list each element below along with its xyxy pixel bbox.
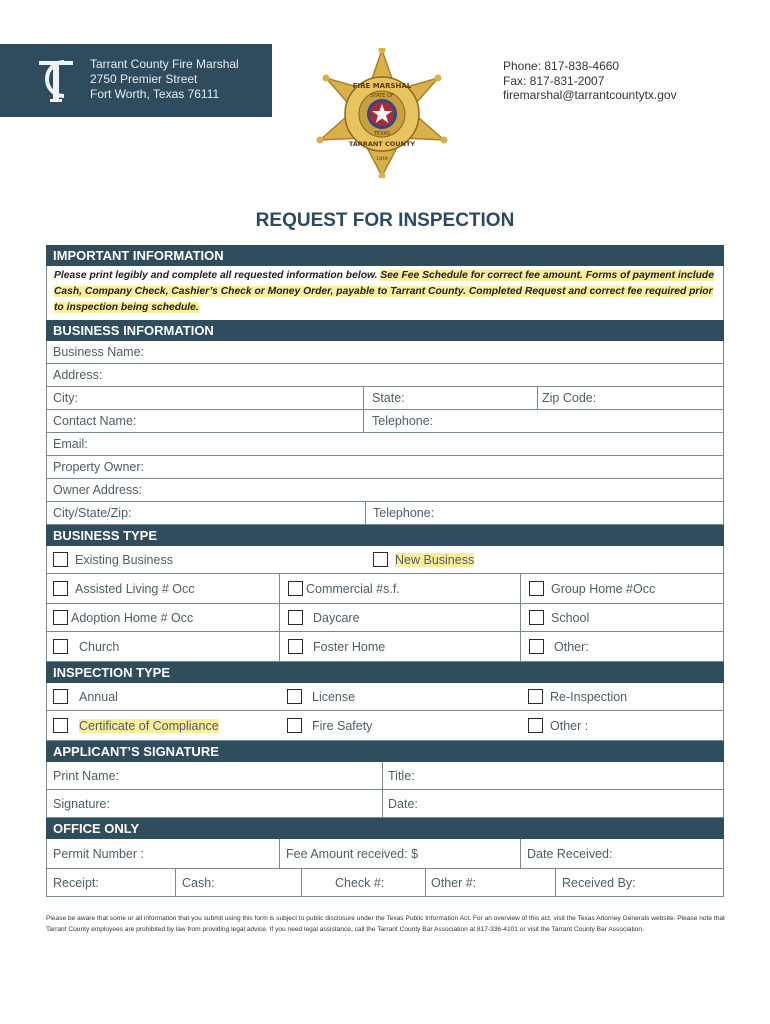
church-label: Church [79,639,120,654]
owner-telephone-label: Telephone: [373,506,435,520]
print-name-label: Print Name: [53,768,119,783]
telephone-label: Telephone: [372,414,434,428]
church-checkbox[interactable] [53,639,68,654]
group-home-label: Group Home #Occ [551,581,656,596]
school-option[interactable] [520,604,723,631]
important-info-text [46,266,724,320]
owner-city-state-zip-field[interactable] [47,502,365,524]
org-street: 2750 Premier Street [90,72,198,86]
annual-checkbox[interactable] [53,689,68,704]
contact-fax: Fax: 817-831-2007 [503,73,605,88]
city-field[interactable] [47,387,363,409]
business-status-row [46,546,724,574]
state-label: State: [372,391,405,405]
new-business-checkbox[interactable] [373,552,388,567]
property-owner-field[interactable] [47,456,723,478]
business-type-row-2 [46,604,724,632]
foster-home-option[interactable] [279,632,520,661]
print-name-row [46,762,724,790]
print-name-field[interactable] [47,762,382,789]
business-type-heading: BUSINESS TYPE [46,525,724,546]
foster-home-label: Foster Home [313,639,386,654]
inspection-type-row-1 [46,683,724,711]
owner-telephone-field[interactable] [365,502,723,524]
zip-field[interactable] [537,387,723,409]
important-info-heading: IMPORTANT INFORMATION [46,245,724,266]
signature-field[interactable] [47,790,382,817]
other-business-label: Other: [554,639,589,654]
reinspection-label: Re-Inspection [550,689,628,704]
receipt-field[interactable] [47,869,175,896]
signature-label: Signature: [53,796,110,811]
owner-address-field[interactable] [47,479,723,501]
group-home-checkbox[interactable] [529,581,544,596]
group-home-option[interactable] [520,574,723,603]
commercial-label: Commercial #s.f. [306,581,400,596]
reinspection-checkbox[interactable] [528,689,543,704]
contact-row [46,410,724,433]
certificate-label: Certificate of Compliance [79,718,219,733]
cash-field[interactable] [175,869,301,896]
date-label: Date: [388,796,418,811]
seal-texas-text: TEXAS [373,131,391,137]
adoption-home-option[interactable] [47,604,279,631]
email-label: Email: [53,437,88,451]
org-address [90,57,239,102]
license-checkbox[interactable] [287,689,302,704]
telephone-field[interactable] [363,410,723,432]
contact-name-label: Contact Name: [53,414,137,428]
city-label: City: [53,391,78,405]
title-label: Title: [388,768,415,783]
daycare-label: Daycare [313,610,360,625]
license-option[interactable] [279,683,520,710]
daycare-checkbox[interactable] [288,610,303,625]
received-by-field[interactable] [555,869,723,896]
other-number-label: Other #: [431,875,477,890]
assisted-living-label: Assisted Living # Occ [75,581,195,596]
existing-business-option[interactable] [47,546,367,573]
permit-number-field[interactable] [47,839,279,868]
date-received-field[interactable] [520,839,723,868]
business-type-row-1 [46,574,724,604]
assisted-living-checkbox[interactable] [53,581,68,596]
other-inspection-label: Other : [550,718,589,733]
contact-info [503,59,677,103]
adoption-home-label: Adoption Home # Occ [71,610,194,625]
owner-city-row [46,502,724,525]
tarrant-county-logo [34,50,78,108]
permit-number-label: Permit Number : [53,846,144,861]
date-field[interactable] [382,790,723,817]
receipt-label: Receipt: [53,875,99,890]
address-row [46,364,724,387]
disclaimer-text: Please be aware that some or all information that you submit using this form is subject to public disclosure under the Texas Public Information Act. For an overview of this act, visit the Texas Attorney Generals website. Please note that Tarrant County employees are prohibited by law from providing legal advice. If you need legal assistance, call the Tarrant County Bar Association at 817-336-4101 or visit the Tarrant County Bar Association. [46,915,725,933]
title-field[interactable] [382,762,723,789]
business-name-label: Business Name: [53,345,145,359]
fire-safety-option[interactable] [279,711,520,740]
property-owner-row [46,456,724,479]
license-label: License [312,689,356,704]
inspection-form [46,245,724,897]
fee-amount-label: Fee Amount received: $ [286,846,419,861]
reinspection-option[interactable] [520,683,723,710]
cash-label: Cash: [182,875,215,890]
church-option[interactable] [47,632,279,661]
assisted-living-option[interactable] [47,574,279,603]
business-info-heading: BUSINESS INFORMATION [46,320,724,341]
zip-label: Zip Code: [542,391,597,405]
fire-safety-label: Fire Safety [312,718,373,733]
owner-address-row [46,479,724,502]
owner-city-state-zip-label: City/State/Zip: [53,506,132,520]
certificate-checkbox[interactable] [53,718,68,733]
new-business-option[interactable] [367,546,723,573]
fire-safety-checkbox[interactable] [287,718,302,733]
check-number-field[interactable] [301,869,425,896]
school-label: School [551,610,590,625]
email-field[interactable] [47,433,723,455]
owner-address-label: Owner Address: [53,483,142,497]
adoption-home-checkbox[interactable] [53,610,68,625]
contact-phone: Phone: 817-838-4660 [503,59,620,73]
office-row-2 [46,869,724,897]
state-field[interactable] [363,387,537,409]
check-number-label: Check #: [335,875,385,890]
contact-name-field[interactable] [47,410,363,432]
signature-heading: APPLICANT’S SIGNATURE [46,741,724,762]
email-row [46,433,724,456]
seal-bottom-text: TARRANT COUNTY [348,140,416,148]
date-received-label: Date Received: [527,846,613,861]
certificate-option[interactable] [47,711,279,740]
org-city: Fort Worth, Texas 76111 [90,87,220,101]
annual-label: Annual [79,689,118,704]
signature-row [46,790,724,818]
foster-home-checkbox[interactable] [288,639,303,654]
daycare-option[interactable] [279,604,520,631]
important-text-plain: Please print legibly and complete all requested information below. [54,270,381,281]
important-text-highlight: See Fee Schedule for correct fee amount. Forms of payment include Cash, Company Check, Cashier’s Check or Money Order, payable to Tarrant County. Completed Request and correct fee required prior to inspection being schedule. [54,270,714,313]
business-type-row-3 [46,632,724,662]
fire-marshal-badge-seal [310,48,454,178]
org-name: Tarrant County Fire Marshal [90,57,239,71]
contact-email: firemarshal@tarrantcountytx.gov [503,88,677,102]
property-owner-label: Property Owner: [53,460,145,474]
business-name-field[interactable] [47,341,723,363]
other-business-checkbox[interactable] [529,639,544,654]
office-row-1 [46,839,724,869]
received-by-label: Received By: [562,875,636,890]
inspection-type-heading: INSPECTION TYPE [46,662,724,683]
other-business-option[interactable] [520,632,723,661]
new-business-label: New Business [395,552,475,567]
existing-business-label: Existing Business [75,552,173,567]
business-name-row [46,341,724,364]
existing-business-checkbox[interactable] [53,552,68,567]
commercial-option[interactable] [279,574,520,603]
other-number-field[interactable] [425,869,555,896]
address-label: Address: [53,368,103,382]
other-inspection-checkbox[interactable] [528,718,543,733]
office-only-heading: OFFICE ONLY [46,818,724,839]
commercial-checkbox[interactable] [288,581,303,596]
seal-state-text: STATE OF [370,93,394,99]
fee-amount-field[interactable] [279,839,520,868]
address-field[interactable] [47,364,723,386]
other-inspection-option[interactable] [520,711,723,740]
city-state-zip-row [46,387,724,410]
page-title: REQUEST FOR INSPECTION [255,210,515,231]
inspection-type-row-2 [46,711,724,741]
school-checkbox[interactable] [529,610,544,625]
seal-top-text: FIRE MARSHAL [352,82,412,90]
annual-option[interactable] [47,683,279,710]
seal-year: 1849 [376,157,388,162]
